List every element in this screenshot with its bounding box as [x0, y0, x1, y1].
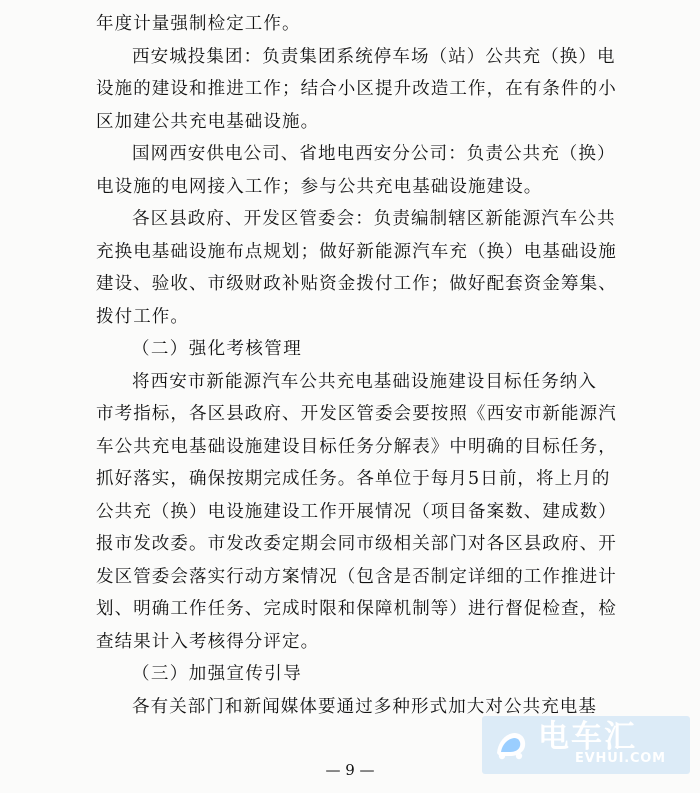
document-body	[96, 8, 616, 723]
body-line: 车公共充电基础设施建设目标任务分解表》中明确的目标任务，	[96, 436, 617, 457]
body-line: 充换电基础设施布点规划；做好新能源汽车充（换）电基础设施	[96, 241, 617, 262]
body-line: 设施的建设和推进工作；结合小区提升改造工作，在有条件的小	[96, 79, 617, 99]
body-line: 公共充（换）电设施建设工作开展情况（项目备案数、建成数）	[96, 501, 617, 522]
section-heading-publicity: （三）加强宣传引导	[132, 664, 303, 684]
body-line: 发区管委会落实行动方案情况（包含是否制定详细的工作推进计	[96, 566, 617, 587]
body-line-publicity-start: 各有关部门和新闻媒体要通过多种形式加大对公共充电基	[132, 696, 597, 717]
body-line: 抓好落实，确保按期完成任务。各单位于每月5日前，将上月的	[96, 469, 611, 489]
car-logo-icon	[490, 725, 530, 765]
body-line-district-governments: 各区县政府、开发区管委会：负责编制辖区新能源汽车公共	[132, 209, 616, 229]
body-line: 电设施的电网接入工作；参与公共充电基础设施建设。	[96, 176, 543, 197]
body-line: 建设、验收、市级财政补贴资金拨付工作；做好配套资金筹集、	[96, 274, 617, 294]
watermark-logo	[482, 716, 690, 774]
body-line: 报市发改委。市发改委定期会同市级相关部门对各区县政府、开	[96, 534, 617, 554]
body-line-assessment-start: 将西安市新能源汽车公共充电基础设施建设目标任务纳入	[132, 371, 597, 392]
body-line: 市考指标，各区县政府、开发区管委会要按照《西安市新能源汽	[96, 404, 617, 424]
body-line-xian-city-investment: 西安城投集团：负责集团系统停车场（站）公共充（换）电	[132, 46, 616, 67]
page-number: — 9 —	[325, 761, 375, 779]
watermark-domain: EVHUI.COM	[575, 751, 666, 766]
section-heading-assessment: （二）强化考核管理	[132, 339, 303, 359]
body-line-state-grid: 国网西安供电公司、省地电西安分公司：负责公共充（换）	[132, 144, 616, 164]
body-line: 区加建公共充电基础设施。	[96, 111, 320, 132]
body-line-continuation: 年度计量强制检定工作。	[96, 14, 301, 34]
watermark-brand: 电车汇	[538, 719, 637, 755]
body-line: 查结果计入考核得分评定。	[96, 631, 320, 652]
body-line: 划、明确工作任务、完成时限和保障机制等）进行督促检查，检	[96, 599, 617, 619]
body-line: 拨付工作。	[96, 306, 189, 327]
